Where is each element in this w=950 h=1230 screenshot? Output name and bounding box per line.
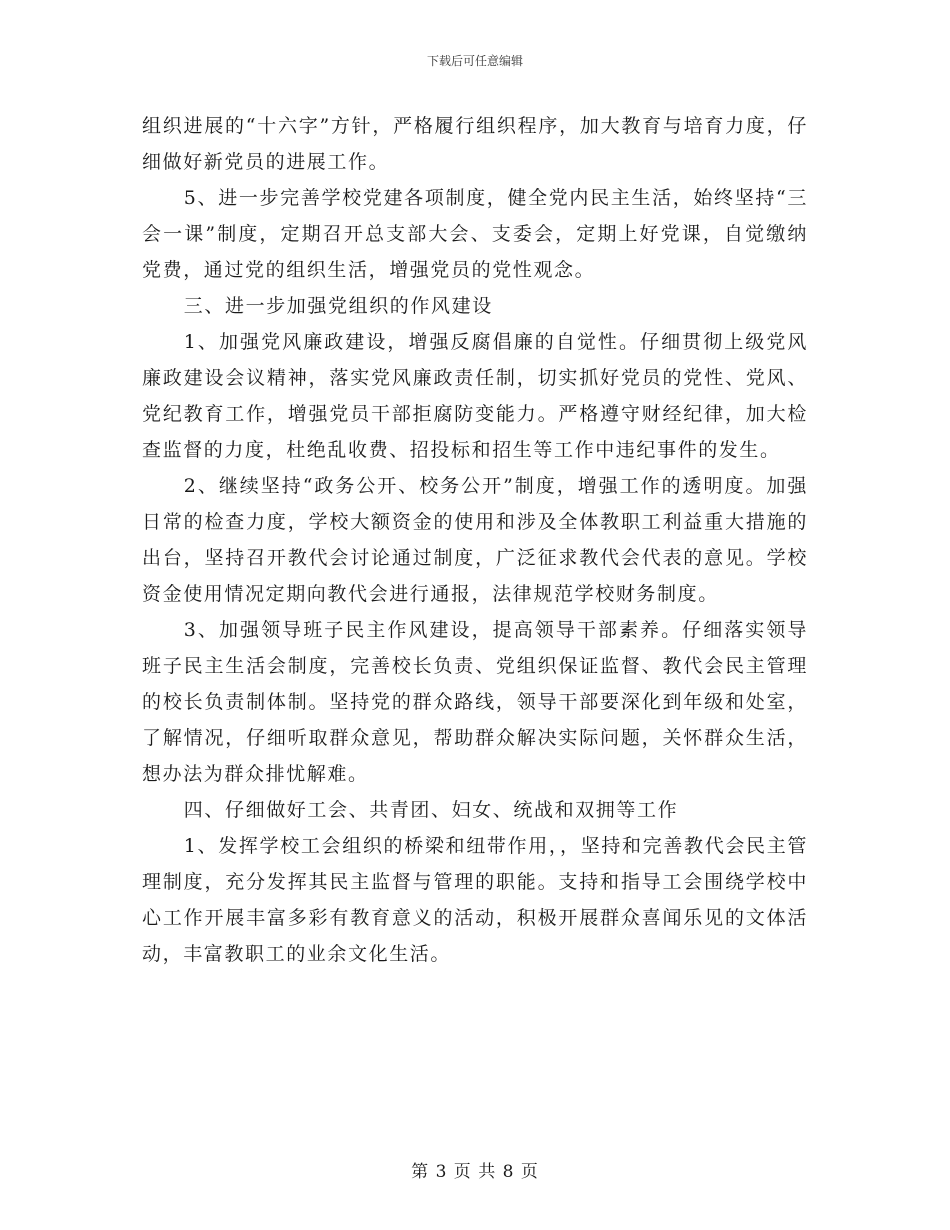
page-number-footer: 第 3 页 共 8 页 — [411, 1162, 539, 1182]
paragraph-8: 1、发挥学校工会组织的桥梁和纽带作用，，坚持和完善教代会民主管理制度，充分发挥其民主监督与管理的职能。支持和指导工会围绕学校中心工作开展丰富多彩有教育意义的活动，积极开展群众喜闻乐见的文体活动，丰富教职工的业余文化生活。 — [142, 835, 808, 965]
paragraph-6: 3、加强领导班子民主作风建设，提高领导干部素养。仔细落实领导班子民主生活会制度，完善校长负责、党组织保证监督、教代会民主管理的校长负责制体制。坚持党的群众路线，领导干部要深化到年级和处室，了解情况，仔细听取群众意见，帮助群众解决实际问题，关怀群众生活，想办法为群众排忧解难。 — [142, 619, 808, 785]
document-body — [142, 108, 808, 972]
paragraph-4: 1、加强党风廉政建设，增强反腐倡廉的自觉性。仔细贯彻上级党风廉政建设会议精神，落实党风廉政责任制，切实抓好党员的党性、党风、党纪教育工作，增强党员干部拒腐防变能力。严格遵守财经纪律，加大检查监督的力度，杜绝乱收费、招投标和招生等工作中违纪事件的发生。 — [142, 331, 808, 461]
paragraph-5: 2、继续坚持“政务公开、校务公开”制度，增强工作的透明度。加强日常的检查力度，学校大额资金的使用和涉及全体教职工利益重大措施的出台，坚持召开教代会讨论通过制度，广泛征求教代会代表的意见。学校资金使用情况定期向教代会进行通报，法律规范学校财务制度。 — [142, 475, 808, 605]
section-heading-4: 四、仔细做好工会、共青团、妇女、统战和双拥等工作 — [183, 799, 679, 821]
paragraph-1: 组织进展的“十六字”方针，严格履行组织程序，加大教育与培育力度，仔细做好新党员的进展工作。 — [142, 115, 808, 173]
section-heading-3: 三、进一步加强党组织的作风建设 — [183, 295, 493, 317]
paragraph-2: 5、进一步完善学校党建各项制度，健全党内民主生活，始终坚持“三会一课”制度，定期召开总支部大会、支委会，定期上好党课，自觉缴纳党费，通过党的组织生活，增强党员的党性观念。 — [142, 187, 808, 281]
page-header: 下载后可任意编辑 — [426, 54, 523, 68]
